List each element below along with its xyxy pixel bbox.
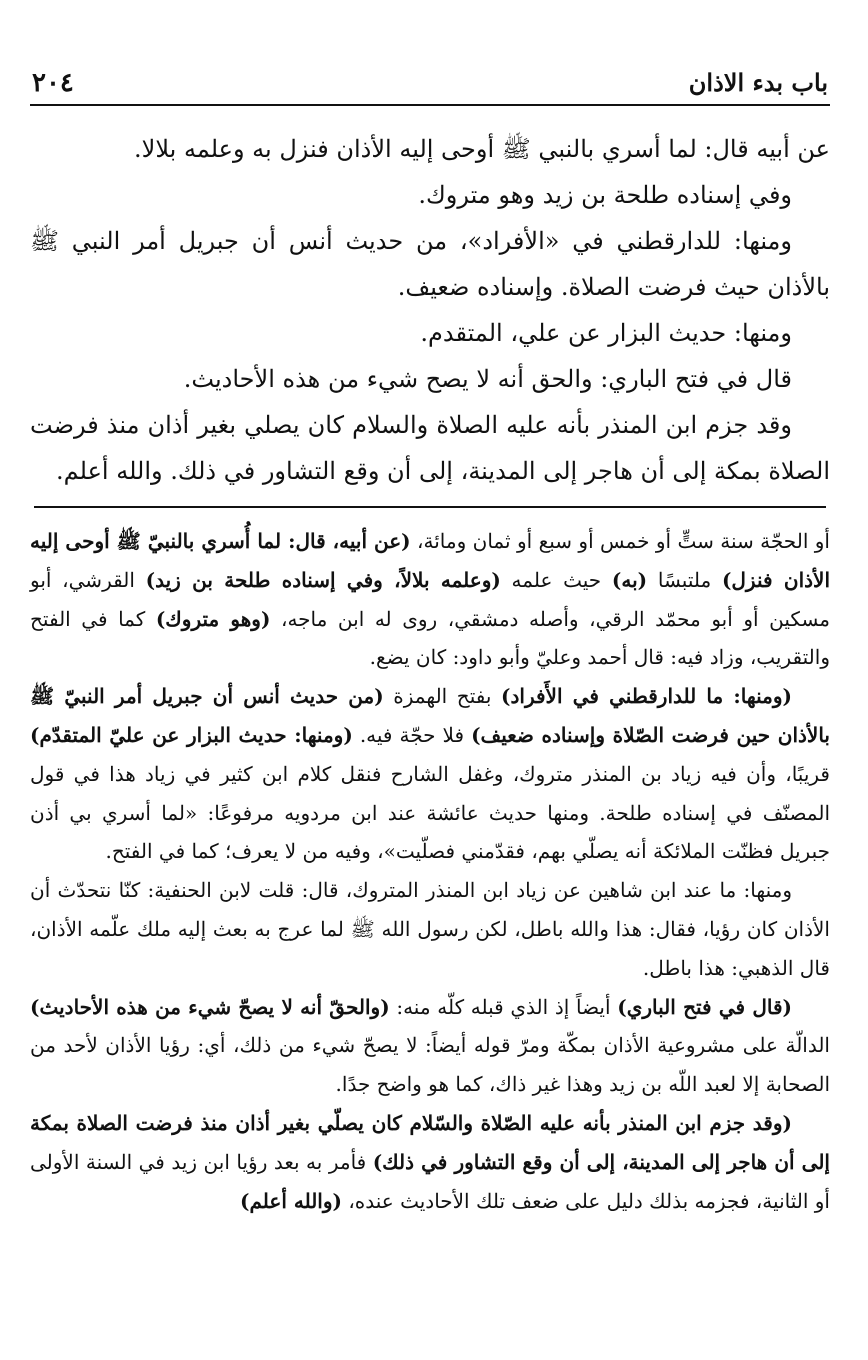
quoted-text: (به)	[611, 567, 648, 592]
chapter-title: باب بدء الاذان	[688, 68, 828, 97]
quoted-text: (وهو متروك)	[155, 606, 271, 631]
quoted-text: (ومنها: حديث البزار عن عليّ المتقدّم)	[30, 722, 353, 747]
main-paragraph: ومنها: حديث البزار عن علي، المتقدم.	[420, 319, 792, 347]
commentary-text: حيث علمه	[500, 567, 612, 592]
commentary-paragraph	[30, 677, 830, 871]
commentary-text: الدالّة على مشروعية الأذان بمكّة ومرّ قوله أيضاً: لا يصحّ شيء من ذلك، أي: رؤيا الأذان لأحد من الصحابة إلا لعبد اللّه بن زيد وهذا غير ذاك، كما هو واضح جدًا.	[30, 1033, 830, 1097]
quoted-text: (ومنها: ما للدارقطني في الأَفراد)	[501, 684, 792, 709]
commentary-paragraph	[30, 522, 830, 677]
commentary-text: فأمر به بعد رؤيا ابن زيد في السنة الأولى أو الثانية، فجزمه بذلك دليل على ضعف تلك الأحاديث عنده،	[30, 1149, 830, 1213]
commentary-paragraph	[30, 871, 830, 987]
quoted-text: (قال في فتح الباري)	[617, 994, 793, 1019]
main-text	[30, 126, 830, 494]
commentary-text: كما في الفتح والتقريب، وزاد فيه: قال أحمد وعليّ وأبو داود: كان يضع.	[30, 606, 830, 670]
main-paragraph: وفي إسناده طلحة بن زيد وهو متروك.	[418, 181, 792, 209]
quoted-text: (والحقّ أنه لا يصحّ شيء من هذه الأحاديث)	[30, 994, 390, 1019]
footnote-separator	[34, 506, 826, 508]
quoted-text: (وقد جزم ابن المنذر بأنه عليه الصّلاة والسّلام كان يصلّي بغير أذان منذ فرضت الصلاة بمكة إلى أن هاجر إلى المدينة، إلى أن وقع التشاور في ذلك)	[30, 1110, 830, 1174]
commentary-text: ملتبسًا	[647, 567, 722, 592]
page-header	[30, 58, 830, 106]
quoted-text: (عن أبيه، قال: لما أُسري بالنبيّ ﷺ أوحى إليه الأذان فنزل)	[30, 529, 831, 592]
commentary-text: القرشي، أبو مسكين أو أبو محمّد الرقي، وأصله دمشقي، روى له ابن ماجه،	[30, 567, 831, 631]
commentary-text: فلا حجّة فيه.	[352, 722, 472, 747]
commentary-text: أيضاً إذ الذي قبله كلّه منه:	[389, 994, 618, 1019]
commentary-paragraph	[30, 1104, 830, 1220]
commentary-text: ومنها: ما عند ابن شاهين عن زياد ابن المنذر المتروك، قال: قلت لابن الحنفية: كنّا نتحدّث أن الأذان كان رؤيا، فقال: هذا والله باطل، لكن رسول الله ﷺ لما عرج به بعث إليه ملك علّمه الأذان، قال الذهبي: هذا باطل.	[30, 878, 830, 980]
commentary-text: قريبًا، وأن فيه زياد بن المنذر متروك، وغفل الشارح فنقل كلام ابن كثير في زياد هذا في قول المصنّف في إسناده طلحة. ومنها حديث عائشة عند ابن مردويه مرفوعًا: «لما أسري بي أذن جبريل فظنّت الملائكة أنه يصلّي بهم، فقدّمني فصلّيت»، وفيه من لا يعرف؛ كما في الفتح.	[30, 761, 830, 864]
page-number: ٢٠٤	[32, 68, 74, 98]
commentary-text: أو الحجّة سنة ستٍّ أو خمس أو سبع أو ثمان ومائة،	[410, 529, 830, 553]
quoted-text: (وعلمه بلالاً، وفي إسناده طلحة بن زيد)	[145, 567, 501, 592]
main-paragraph: ومنها: للدارقطني في «الأفراد»، من حديث أنس أن جبريل أمر النبي ﷺ بالأذان حيث فرضت الصلاة. وإسناده ضعيف.	[30, 227, 830, 301]
quoted-text: (من حديث أنس أن جبريل أمر النبيّ ﷺ بالأذان حين فرضت الصّلاة وإسناده ضعيف)	[30, 684, 830, 747]
commentary	[30, 522, 830, 1220]
main-paragraph: وقد جزم ابن المنذر بأنه عليه الصلاة والسلام كان يصلي بغير أذان منذ فرضت الصلاة بمكة إلى أن هاجر إلى المدينة، إلى أن وقع التشاور في ذلك. والله أعلم.	[30, 411, 830, 485]
commentary-text: بفتح الهمزة	[383, 684, 502, 709]
main-paragraph: قال في فتح الباري: والحق أنه لا يصح شيء من هذه الأحاديث.	[183, 365, 792, 393]
commentary-paragraph	[30, 988, 830, 1104]
quoted-text: (والله أعلم)	[240, 1188, 342, 1213]
main-paragraph: عن أبيه قال: لما أسري بالنبي ﷺ أوحى إليه الأذان فنزل به وعلمه بلالا.	[134, 135, 830, 163]
